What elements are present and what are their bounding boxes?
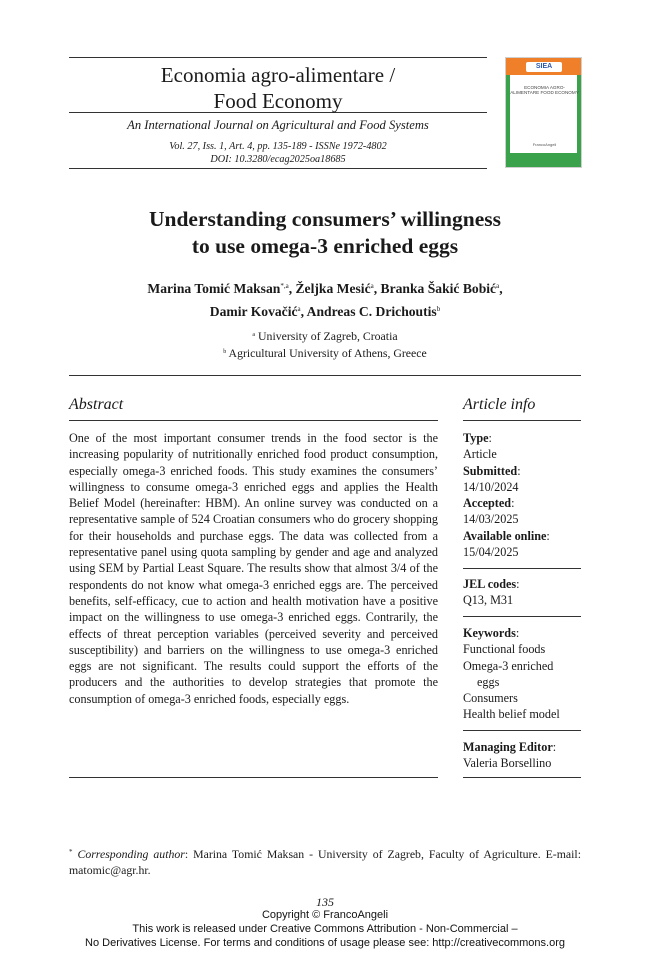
accepted-value: 14/03/2025: [463, 512, 519, 527]
keyword-item: eggs: [477, 674, 500, 689]
affiliation-sup: b: [223, 349, 227, 355]
license-line2: No Derivatives License. For terms and conditions of usage please see: http://creativecommons.org: [85, 937, 565, 949]
editor-block: [463, 739, 581, 772]
editor-value: Valeria Borsellino: [463, 756, 552, 771]
article-info-heading: Article info: [463, 396, 536, 413]
author-name: Branka Šakić Bobić: [380, 281, 497, 296]
accepted-label: Accepted: [463, 496, 512, 511]
info-rule-2: [463, 616, 581, 617]
abstract-text: One of the most important consumer trends in the food sector is the increasing popularity of nutritionally enriched food product consumption, especially omega-3 enriched foods. This study examines the consumers’ willingness to consume omega-3 enriched eggs and applies the Health Belief Model (hereinafter: HBM). An online survey was conducted on a representative sample of 524 Croatian consumers who do grocery shopping for their households and purchase eggs. The data was collected from a representative panel using quota sampling by gender and age and analyzed using SEM by Partial Least Square. The results show that almost 3/4 of the respondents do not know what omega-3 enriched eggs are. The perceived benefits, self-efficacy, cue to action and health motivation have a positive impact on the willingness to use omega-3 enriched eggs. Contrarily, the effects of threat perception variables (perceived severity and perceived susceptibility) and barriers on the willingness to use omega-3 enriched eggs are not significant. The results could support the efforts of the producers and the authorities to develop strategies that promote the consumption of omega-3 enriched foods, especially eggs.: [69, 431, 438, 706]
author-line1: Marina Tomić Maksan$^{*,a}$, Željka Mesić$^a$, Branka Šakić Bobić$^a$,: [147, 281, 503, 296]
cover-publisher: FrancoAngeli: [532, 142, 557, 147]
info-bottom-rule: [463, 777, 581, 778]
footnote-text: : Marina Tomić Maksan - University of Zagreb, Faculty of Agriculture. E-mail: matomic@agr.hr.: [69, 847, 581, 877]
affiliations: [69, 327, 581, 361]
footnote-label: Corresponding author: [77, 847, 185, 861]
volume-line: Vol. 27, Iss. 1, Art. 4, pp. 135-189 - ISSNe 1972-4802: [169, 141, 387, 152]
affiliation-text: Agricultural University of Athens, Greece: [228, 346, 427, 360]
journal-title-line2: Food Economy: [213, 89, 343, 113]
cover-green-bottom: [506, 153, 581, 167]
submitted-row: Submitted:: [463, 463, 521, 478]
license-line1: This work is released under Creative Commons Attribution - Non-Commercial –: [132, 923, 518, 935]
type-row: Type:: [463, 431, 492, 445]
info-rule-3: [463, 730, 581, 731]
cover-title: ECONOMIA AGRO-ALIMENTARE FOOD ECONOMY: [510, 85, 579, 96]
abstract-heading: Abstract: [69, 396, 124, 413]
corresponding-author-footnote: [69, 844, 581, 878]
keywords-label: Keywords: [463, 626, 516, 640]
online-label: Available online: [463, 528, 547, 543]
journal-subtitle: An International Journal on Agricultural and Food Systems: [127, 118, 429, 132]
author-sup: *,a: [280, 282, 289, 290]
author-name: Željka Mesić: [295, 281, 371, 296]
article-title-line1: Understanding consumers’ willingness: [148, 207, 501, 231]
page-number: 135: [316, 895, 334, 909]
keyword-item: Health belief model: [463, 707, 560, 722]
info-top-rule: [463, 420, 581, 421]
online-row: Available online:: [463, 528, 550, 543]
copyright-block: [0, 908, 650, 950]
author-sup: a: [370, 282, 374, 290]
affiliation-a: [69, 327, 581, 344]
journal-meta: [69, 140, 487, 166]
section-rule: [69, 375, 581, 376]
affiliation-sup: a: [252, 332, 256, 338]
author-name: Marina Tomić Maksan: [147, 281, 281, 296]
author-sup: b: [436, 305, 441, 313]
author-name: Andreas C. Drichoutis: [306, 304, 437, 319]
abstract-bottom-rule: [69, 777, 438, 778]
submitted-value: 14/10/2024: [463, 479, 519, 494]
cover-logo: SIEA: [526, 62, 562, 72]
info-rule-1: [463, 568, 581, 569]
author-name: Damir Kovačić: [209, 304, 298, 319]
type-value: Article: [463, 447, 497, 462]
author-list: [69, 276, 581, 322]
journal-title: [69, 62, 487, 114]
author-sup: a: [496, 282, 500, 290]
submitted-label: Submitted: [463, 463, 518, 478]
author-sup: a: [297, 305, 301, 313]
article-title-line2: to use omega-3 enriched eggs: [191, 234, 459, 258]
keyword-item: Omega-3 enriched: [463, 658, 554, 673]
jel-row: JEL codes:: [463, 577, 520, 591]
doi-line: DOI: 10.3280/ecag2025oa18685: [210, 154, 346, 165]
jel-value: Q13, M31: [463, 593, 514, 608]
editor-label: Managing Editor: [463, 740, 553, 754]
keyword-item: Functional foods: [463, 642, 546, 657]
editor-row: Managing Editor:: [463, 740, 557, 754]
accepted-row: Accepted:: [463, 496, 515, 511]
keyword-item: Consumers: [463, 691, 518, 706]
affiliation-text: University of Zagreb, Croatia: [258, 329, 398, 343]
author-line2: Damir Kovačić$^a$, Andreas C. Drichoutis$^b$: [209, 304, 441, 319]
copyright-line: Copyright © FrancoAngeli: [261, 909, 389, 921]
jel-label: JEL codes: [463, 577, 517, 591]
journal-cover-image: [505, 57, 582, 168]
online-value: 15/04/2025: [463, 545, 519, 560]
article-title: [69, 206, 581, 260]
affiliation-b: [69, 344, 581, 361]
jel-block: [463, 576, 581, 609]
type-label: Type: [463, 431, 489, 445]
abstract-top-rule: [69, 420, 438, 421]
keywords-block: [463, 625, 581, 723]
journal-title-line1: Economia agro-alimentare /: [160, 63, 396, 87]
header-bottom-rule: [69, 168, 487, 169]
footnote-marker: *: [69, 848, 73, 856]
article-dates: [463, 430, 581, 560]
header-top-rule: [69, 57, 487, 58]
keywords-row: Keywords:: [463, 626, 520, 640]
